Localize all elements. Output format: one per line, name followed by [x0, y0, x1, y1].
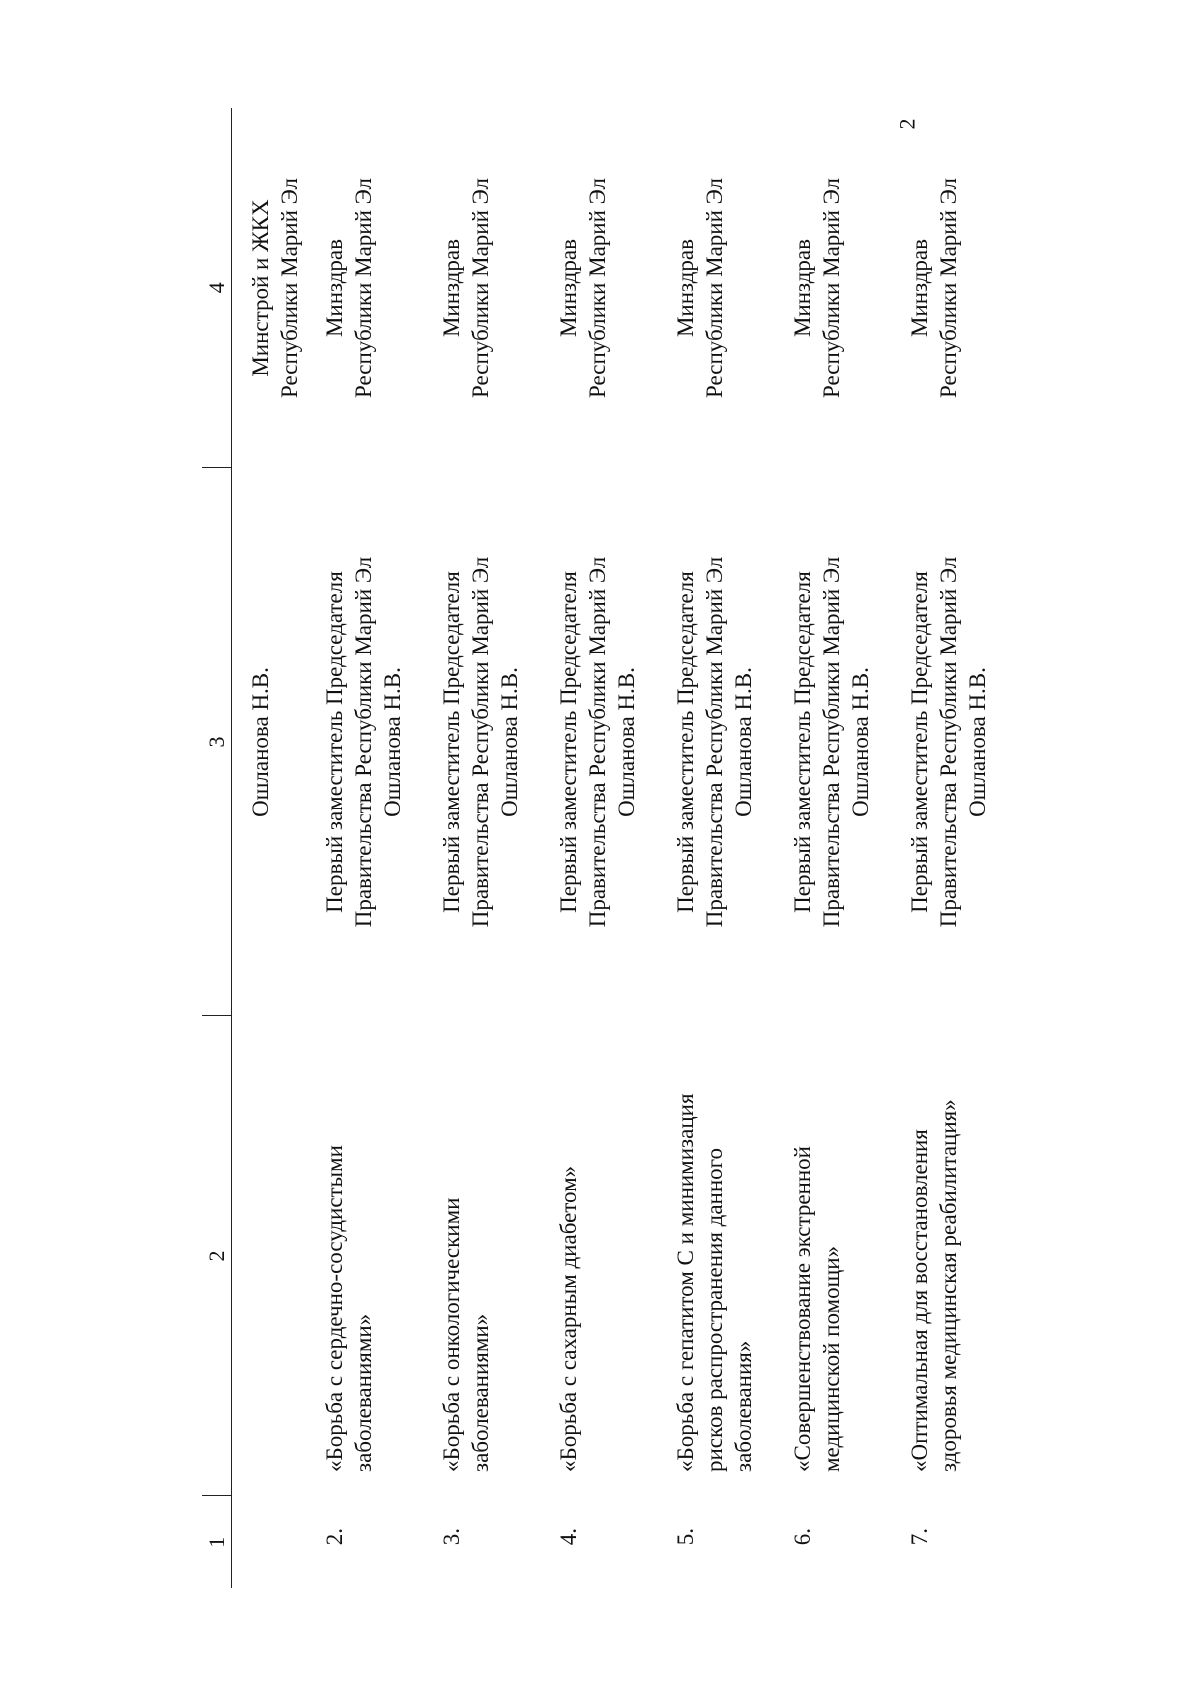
project-name-line: медицинской помощи» [819, 1245, 844, 1472]
responsible-line: Первый заместитель Председателя [322, 571, 347, 913]
table-row [232, 108, 321, 1588]
project-name [788, 1016, 905, 1496]
header-col-3: 3 [202, 468, 232, 1016]
row-number: 4. [556, 1528, 581, 1546]
responsible-line: Правительства Республики Марий Эл [819, 556, 844, 928]
responsible-line: Первый заместитель Председателя [673, 571, 698, 913]
header-col-4: 4 [202, 108, 232, 468]
project-name-line: «Борьба с сахарным диабетом» [556, 1165, 581, 1472]
executor-body [905, 108, 1022, 468]
executor-line: Минздрав [556, 239, 581, 338]
executor-body [788, 108, 905, 468]
project-name [905, 1016, 1022, 1496]
table-row [554, 108, 671, 1588]
project-name [671, 1016, 788, 1496]
row-number [232, 1496, 321, 1588]
executor-line: Республики Марий Эл [351, 177, 376, 399]
landscape-page [202, 108, 1022, 1588]
project-name-line: «Борьба с онкологическими [439, 1197, 464, 1472]
responsible-line: Ошланова Н.В. [380, 667, 405, 817]
responsible-official [320, 468, 437, 1016]
executor-line: Республики Марий Эл [277, 177, 302, 399]
row-number: 7. [907, 1528, 932, 1546]
executor-line: Республики Марий Эл [702, 177, 727, 399]
project-name-line: здоровья медицинская реабилитация» [936, 1099, 961, 1472]
header-col-1: 1 [202, 1496, 232, 1588]
project-name-line: «Оптимальная для восстановления [907, 1129, 932, 1472]
executor-line: Республики Марий Эл [585, 177, 610, 399]
executor-line: Республики Марий Эл [936, 177, 961, 399]
plan-table [202, 108, 1022, 1588]
responsible-line: Ошланова Н.В. [497, 667, 522, 817]
row-number: 3. [439, 1528, 464, 1546]
project-name [232, 1016, 321, 1496]
executor-line: Республики Марий Эл [819, 177, 844, 399]
responsible-line: Правительства Республики Марий Эл [936, 556, 961, 928]
table-row [788, 108, 905, 1588]
responsible-official [788, 468, 905, 1016]
responsible-line: Ошланова Н.В. [848, 667, 873, 817]
responsible-line: Первый заместитель Председателя [556, 571, 581, 913]
responsible-official [437, 468, 554, 1016]
project-name [320, 1016, 437, 1496]
responsible-line: Правительства Республики Марий Эл [585, 556, 610, 928]
executor-line: Минздрав [322, 239, 347, 338]
executor-line: Республики Марий Эл [468, 177, 493, 399]
project-name-line: заболеваниями» [351, 1313, 376, 1472]
responsible-line: Первый заместитель Председателя [907, 571, 932, 913]
responsible-line: Первый заместитель Председателя [790, 571, 815, 913]
responsible-official [905, 468, 1022, 1016]
executor-line: Минздрав [673, 239, 698, 338]
executor-body [320, 108, 437, 468]
responsible-line: Ошланова Н.В. [248, 667, 273, 817]
header-col-2: 2 [202, 1016, 232, 1496]
responsible-line: Правительства Республики Марий Эл [468, 556, 493, 928]
executor-line: Минздрав [790, 239, 815, 338]
responsible-line: Ошланова Н.В. [731, 667, 756, 817]
table-header-row [202, 108, 232, 1588]
project-name [437, 1016, 554, 1496]
executor-body [437, 108, 554, 468]
responsible-line: Первый заместитель Председателя [439, 571, 464, 913]
responsible-line: Правительства Республики Марий Эл [351, 556, 376, 928]
table-row [905, 108, 1022, 1588]
project-name-line: «Совершенствование экстренной [790, 1146, 815, 1472]
executor-line: Минстрой и ЖКХ [248, 199, 273, 377]
project-name [554, 1016, 671, 1496]
responsible-line: Правительства Республики Марий Эл [702, 556, 727, 928]
table-body [232, 108, 1023, 1588]
executor-line: Минздрав [439, 239, 464, 338]
project-name-line: «Борьба с сердечно-сосудистыми [322, 1145, 347, 1472]
table-row [437, 108, 554, 1588]
responsible-line: Ошланова Н.В. [965, 667, 990, 817]
responsible-official [554, 468, 671, 1016]
executor-body [232, 108, 321, 468]
executor-line: Минздрав [907, 239, 932, 338]
executor-body [671, 108, 788, 468]
row-number: 6. [790, 1528, 815, 1546]
page-number: 2 [894, 118, 920, 130]
project-name-line: заболевания» [731, 1340, 756, 1472]
project-name-line: заболеваниями» [468, 1313, 493, 1472]
table-row [671, 108, 788, 1588]
responsible-line: Ошланова Н.В. [614, 667, 639, 817]
row-number: 5. [673, 1528, 698, 1546]
table-row [320, 108, 437, 1588]
row-number: 2. [322, 1528, 347, 1546]
project-name-line: «Борьба с гепатитом С и минимизация [673, 1093, 698, 1472]
responsible-official [232, 468, 321, 1016]
project-name-line: рисков распространения данного [702, 1147, 727, 1472]
responsible-official [671, 468, 788, 1016]
executor-body [554, 108, 671, 468]
